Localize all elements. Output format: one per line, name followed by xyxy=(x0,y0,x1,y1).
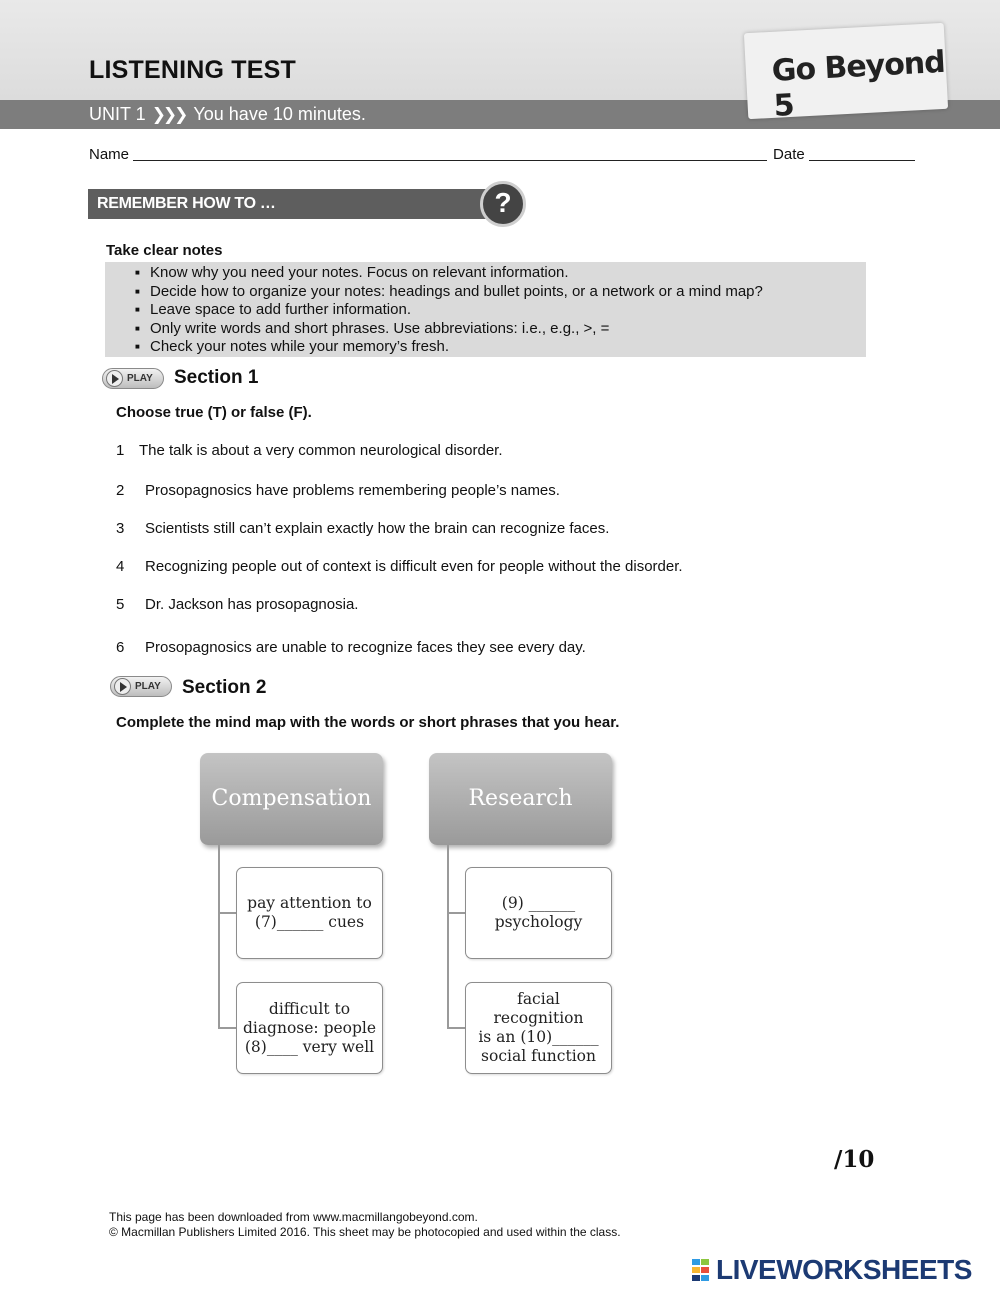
name-date-row xyxy=(89,145,929,163)
tips-heading: Take clear notes xyxy=(106,242,223,259)
mindmap-gap-7[interactable]: pay attention to (7)______ cues xyxy=(236,867,383,959)
footer-line-1: This page has been downloaded from www.macmillangobeyond.com. xyxy=(109,1210,478,1224)
mindmap-heading-compensation: Compensation xyxy=(200,753,383,845)
play-button-section-2[interactable]: PLAY xyxy=(110,676,172,697)
page-title: LISTENING TEST xyxy=(89,56,296,84)
question-3[interactable]: 3 Scientists still can’t explain exactly how the brain can recognize faces. xyxy=(116,520,610,537)
footer xyxy=(109,1210,621,1240)
section-1-instruction: Choose true (T) or false (F). xyxy=(116,404,312,421)
question-4[interactable]: 4 Recognizing people out of context is difficult even for people without the disorder. xyxy=(116,558,683,575)
play-icon xyxy=(114,678,131,695)
question-6[interactable]: 6 Prosopagnosics are unable to recognize faces they see every day. xyxy=(116,639,586,656)
tips-box xyxy=(105,262,866,357)
tip-item: ■ Know why you need your notes. Focus on relevant information. xyxy=(135,264,866,283)
tips-list xyxy=(135,264,866,357)
date-field[interactable] xyxy=(809,145,915,161)
play-button-section-1[interactable]: PLAY xyxy=(102,368,164,389)
connector-line xyxy=(218,845,220,1028)
tip-item: ■ Check your notes while your memory’s fresh. xyxy=(135,338,866,357)
play-icon xyxy=(106,370,123,387)
remember-banner-text: REMEMBER HOW TO … xyxy=(97,195,276,212)
liveworksheets-icon xyxy=(692,1259,710,1281)
question-2[interactable]: 2 Prosopagnosics have problems remembering people’s names. xyxy=(116,482,560,499)
connector-line xyxy=(218,1027,237,1029)
mindmap-gap-10[interactable]: facial recognition is an (10)______ social function xyxy=(465,982,612,1074)
score-total: /10 xyxy=(834,1146,875,1173)
question-mark-icon: ? xyxy=(480,181,526,227)
chevrons-icon: ❯❯❯ xyxy=(151,105,186,124)
section-1-title: Section 1 xyxy=(174,367,259,388)
name-label: Name xyxy=(89,146,130,163)
liveworksheets-watermark: LIVEWORKSHEETS xyxy=(716,1254,972,1285)
name-field[interactable] xyxy=(133,145,767,161)
mindmap-heading-research: Research xyxy=(429,753,612,845)
date-label: Date xyxy=(773,146,805,163)
question-5[interactable]: 5 Dr. Jackson has prosopagnosia. xyxy=(116,596,359,613)
mindmap-gap-8[interactable]: difficult to diagnose: people (8)____ very well xyxy=(236,982,383,1074)
section-2-title: Section 2 xyxy=(182,677,267,698)
unit-line xyxy=(89,104,366,125)
tip-item: ■ Only write words and short phrases. Use abbreviations: i.e., e.g., >, = xyxy=(135,320,866,339)
connector-line xyxy=(447,1027,466,1029)
unit-label: UNIT 1 xyxy=(89,104,146,124)
connector-line xyxy=(447,845,449,1028)
question-1[interactable]: 1 The talk is about a very common neurological disorder. xyxy=(116,442,503,459)
footer-line-2: © Macmillan Publishers Limited 2016. This sheet may be photocopied and used within the class. xyxy=(109,1225,621,1239)
tip-item: ■ Decide how to organize your notes: headings and bullet points, or a network or a mind map? xyxy=(135,283,866,302)
section-2-instruction: Complete the mind map with the words or short phrases that you hear. xyxy=(116,714,620,731)
brand-logo: Go Beyond 5 xyxy=(744,23,948,119)
connector-line xyxy=(218,912,237,914)
mindmap-gap-9[interactable]: (9) ______ psychology xyxy=(465,867,612,959)
connector-line xyxy=(447,912,466,914)
tip-item: ■ Leave space to add further information. xyxy=(135,301,866,320)
time-note: You have 10 minutes. xyxy=(193,104,366,124)
